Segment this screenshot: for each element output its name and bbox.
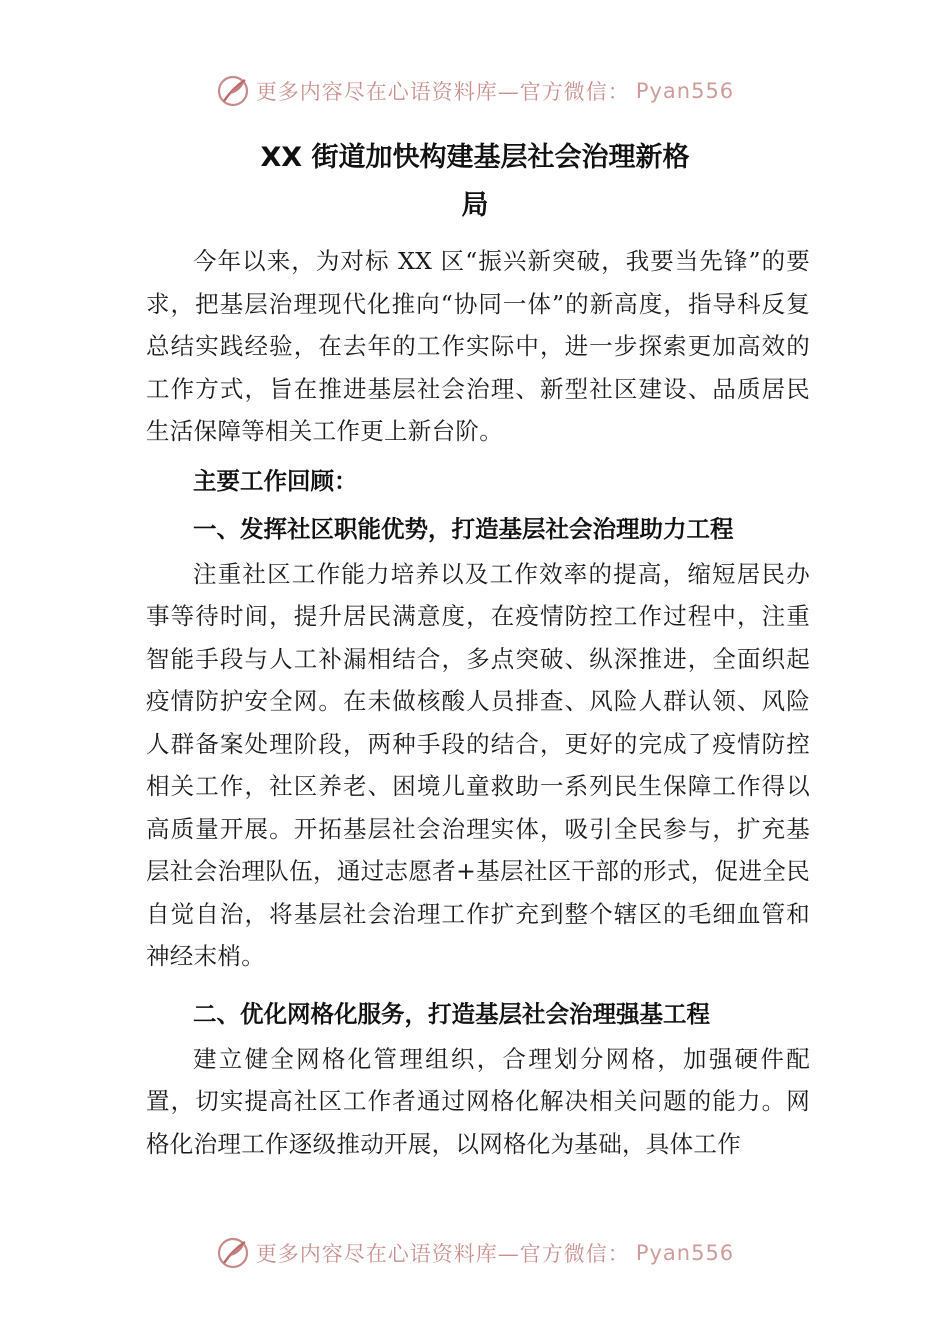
feather-logo-icon bbox=[216, 74, 250, 108]
section-2-paragraph: 建立健全网格化管理组织，合理划分网格，加强硬件配置，切实提高社区工作者通过网格化解决相关问题的能力。网格化治理工作逐级推动开展，以网格化为基础，具体工作 bbox=[146, 1044, 810, 1158]
feather-logo-icon bbox=[216, 1236, 250, 1270]
watermark-text: 更多内容尽在心语资料库—官方微信： bbox=[255, 80, 630, 104]
footer-watermark bbox=[0, 1236, 950, 1270]
watermark-wechat-id: Pyan556 bbox=[635, 1241, 735, 1265]
watermark-wechat-id: Pyan556 bbox=[635, 79, 735, 103]
section-2-heading: 二、优化网格化服务，打造基层社会治理强基工程 bbox=[193, 999, 710, 1028]
section-1-paragraph: 注重社区工作能力培养以及工作效率的提高，缩短居民办事等待时间，提升居民满意度，在疫情防控工作过程中，注重智能手段与人工补漏相结合，多点突破、纵深推进，全面织起疫情防护安全网。在未做核酸人员排查、风险人群认领、风险人群备案处理阶段，两种手段的结合，更好的完成了疫情防控相关工作，社区养老、困境儿童救助一系列民生保障工作得以高质量开展。开拓基层社会治理实体，吸引全民参与，扩充基层社会治理队伍，通过志愿者+基层社区干部的形式，促进全民自觉自治，将基层社会治理工作扩充到整个辖区的毛细血管和神经末梢。 bbox=[146, 559, 810, 970]
document-body bbox=[146, 240, 810, 1165]
watermark-text: 更多内容尽在心语资料库—官方微信： bbox=[255, 1242, 630, 1266]
review-heading: 主要工作回顾： bbox=[193, 466, 358, 495]
section-1-heading: 一、发挥社区职能优势，打造基层社会治理助力工程 bbox=[193, 514, 734, 543]
title-line-1: XX 街道加快构建基层社会治理新格 bbox=[260, 142, 690, 173]
document-title bbox=[0, 134, 950, 230]
intro-paragraph: 今年以来，为对标 XX 区“振兴新突破，我要当先锋”的要求，把基层治理现代化推向“协同一体”的新高度，指导科反复总结实践经验，在去年的工作实际中，进一步探索更加高效的工作方式，旨在推进基层社会治理、新型社区建设、品质居民生活保障等相关工作更上新台阶。 bbox=[146, 247, 810, 445]
title-line-2: 局 bbox=[461, 190, 489, 221]
header-watermark bbox=[0, 74, 950, 108]
